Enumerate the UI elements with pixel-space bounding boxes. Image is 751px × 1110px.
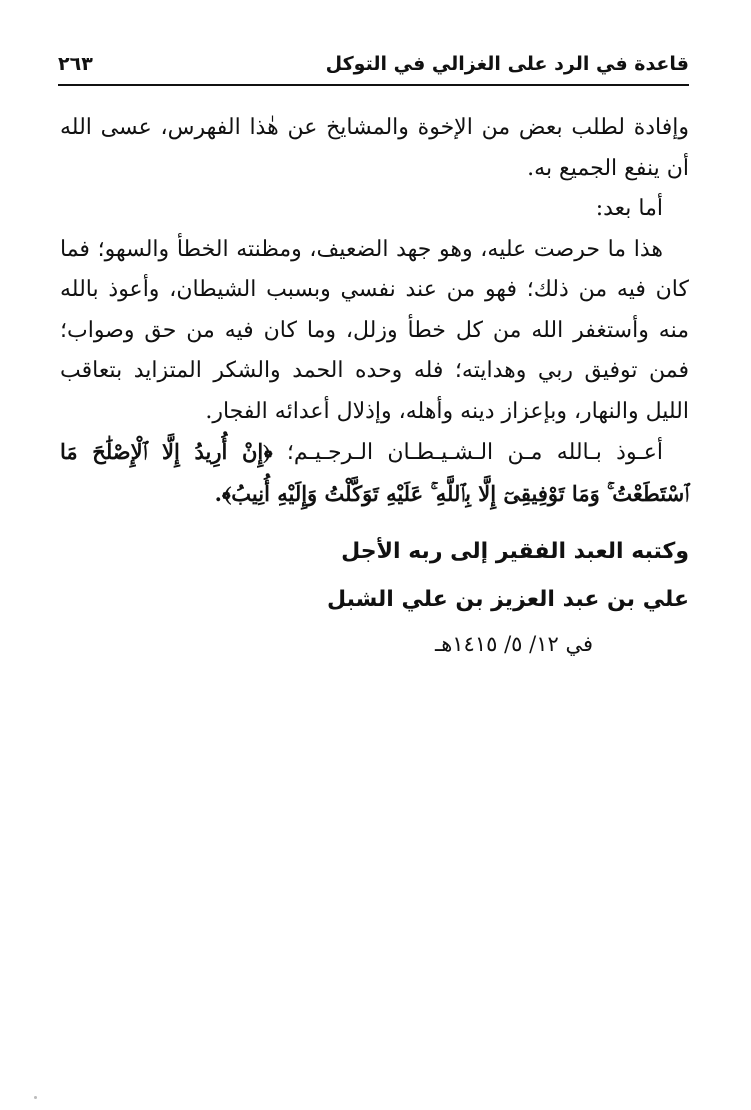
header-title: قاعدة في الرد على الغزالي في التوكل: [325, 53, 689, 75]
paragraph-intro: وإفادة لطلب بعض من الإخوة والمشايخ عن هٰذا الفهرس، عسى الله أن ينفع الجميع به.: [60, 115, 689, 181]
signature-line-1: وكتبه العبد الفقير إلى ربه الأجل: [341, 539, 689, 564]
paragraph-amma-baad: أما بعد:: [595, 196, 663, 221]
paragraph-isti-adha: [60, 432, 689, 515]
running-header: [58, 44, 689, 86]
page-number: ٢٦٣: [58, 53, 93, 75]
author-name: علي بن عبد العزيز بن علي الشبل: [327, 587, 689, 612]
scan-artifact-dot: [34, 1096, 37, 1099]
paragraph-main: هذا ما حرصت عليه، وهو جهد الضعيف، ومظنته الخطأ والسهو؛ فما كان فيه من ذلك؛ فهو من عند نفسي وبسبب الشيطان، وأعوذ بالله منه وأستغفر الله من كل خطأ وزلل، وما كان فيه من حق وصواب؛ فمن توفيق ربي وهدايته؛ فله وحده الحمد والشكر المتزايد بتعاقب الليل والنهار، وبإعزاز دينه وأهله، وإذلال أعدائه الفجار.: [60, 236, 689, 424]
isti-adha-text: أعـوذ بـالله مـن الـشـيـطـان الـرجـيـم؛: [272, 440, 663, 465]
quran-verse: ﴿إِنْ أُرِيدُ إِلَّا ٱلْإِصْلَٰحَ مَا ٱسْتَطَعْتُ ۚ وَمَا تَوْفِيقِىٓ إِلَّا بِٱللَّهِ ۚ عَلَيْهِ تَوَكَّلْتُ وَإِلَيْهِ أُنِيبُ﴾.: [60, 439, 689, 506]
body-text: [60, 108, 689, 515]
signature-date: في ١٢/ ٥/ ١٤١٥هـ: [435, 632, 593, 656]
signature-block: [60, 528, 689, 664]
